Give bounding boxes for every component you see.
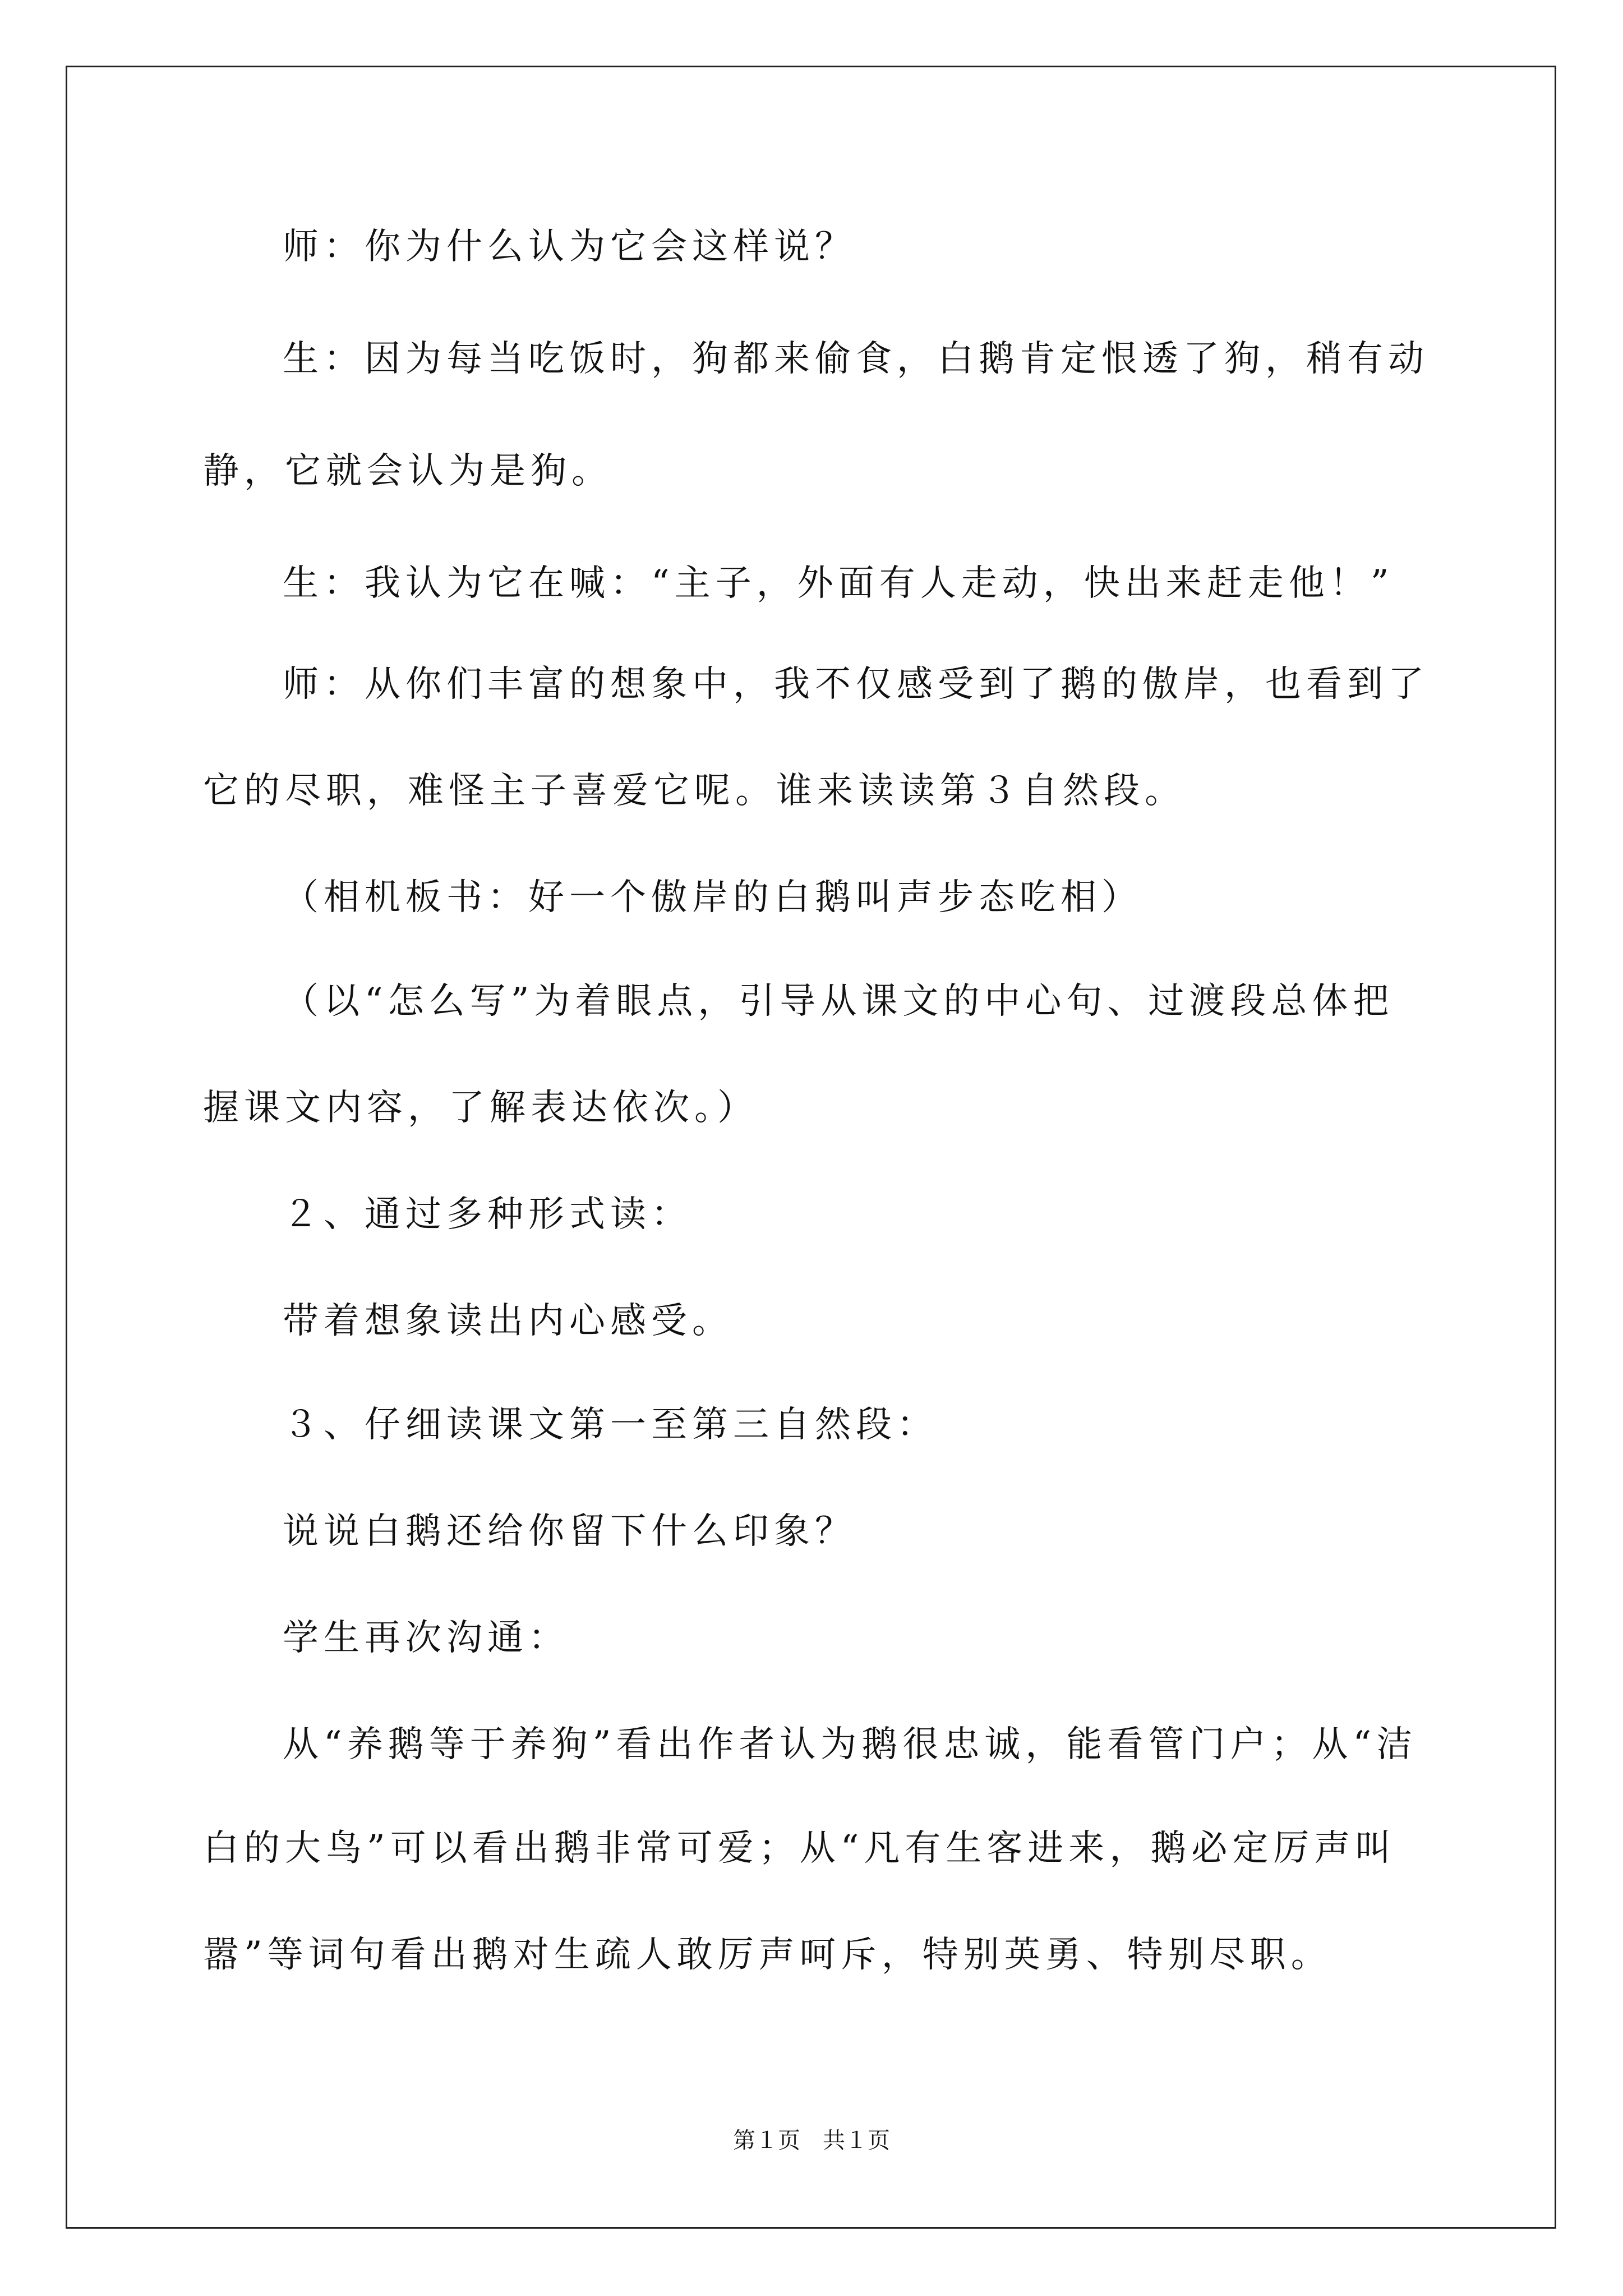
paragraph-line: 生：因为每当吃饭时，狗都来偷食，白鹅肯定恨透了狗，稍有动 bbox=[283, 338, 1429, 380]
paragraph-line: 师：你为什么认为它会这样说？ bbox=[283, 226, 856, 268]
paragraph-line: 学生再次沟通： bbox=[283, 1617, 569, 1659]
paragraph-line: ３、仔细读课文第一至第三自然段： bbox=[283, 1404, 938, 1446]
paragraph-line: 白的大鸟”可以看出鹅非常可爱；从“凡有生客进来，鹅必定厉声叫 bbox=[203, 1828, 1396, 1869]
paragraph-line: 嚣”等词句看出鹅对生疏人敢厉声呵斥，特别英勇、特别尽职。 bbox=[203, 1934, 1332, 1976]
paragraph-line: 它的尽职，难怪主子喜爱它呢。谁来读读第３自然段。 bbox=[203, 770, 1186, 812]
paragraph-line: 说说白鹅还给你留下什么印象？ bbox=[283, 1511, 856, 1552]
page-border bbox=[66, 66, 1556, 2229]
paragraph-line: （以“怎么写”为着眼点，引导从课文的中心句、过渡段总体把 bbox=[283, 981, 1394, 1022]
paragraph-line: （相机板书：好一个傲岸的白鹅叫声步态吃相） bbox=[283, 877, 1142, 918]
paragraph-line: 师：从你们丰富的想象中，我不仅感受到了鹅的傲岸，也看到了 bbox=[283, 664, 1429, 705]
paragraph-line: 从“养鹅等于养狗”看出作者认为鹅很忠诚，能看管门户；从“洁 bbox=[283, 1724, 1418, 1765]
paragraph-line: 生：我认为它在喊：“主子，外面有人走动，快出来赶走他！” bbox=[283, 563, 1394, 604]
paragraph-line: 静，它就会认为是狗。 bbox=[203, 450, 612, 492]
paragraph-line: ２、通过多种形式读： bbox=[283, 1194, 692, 1235]
paragraph-line: 握课文内容，了解表达依次。） bbox=[203, 1087, 758, 1129]
paragraph-line: 带着想象读出内心感受。 bbox=[283, 1300, 733, 1342]
page-footer: 第１页 共１页 bbox=[733, 2128, 890, 2154]
